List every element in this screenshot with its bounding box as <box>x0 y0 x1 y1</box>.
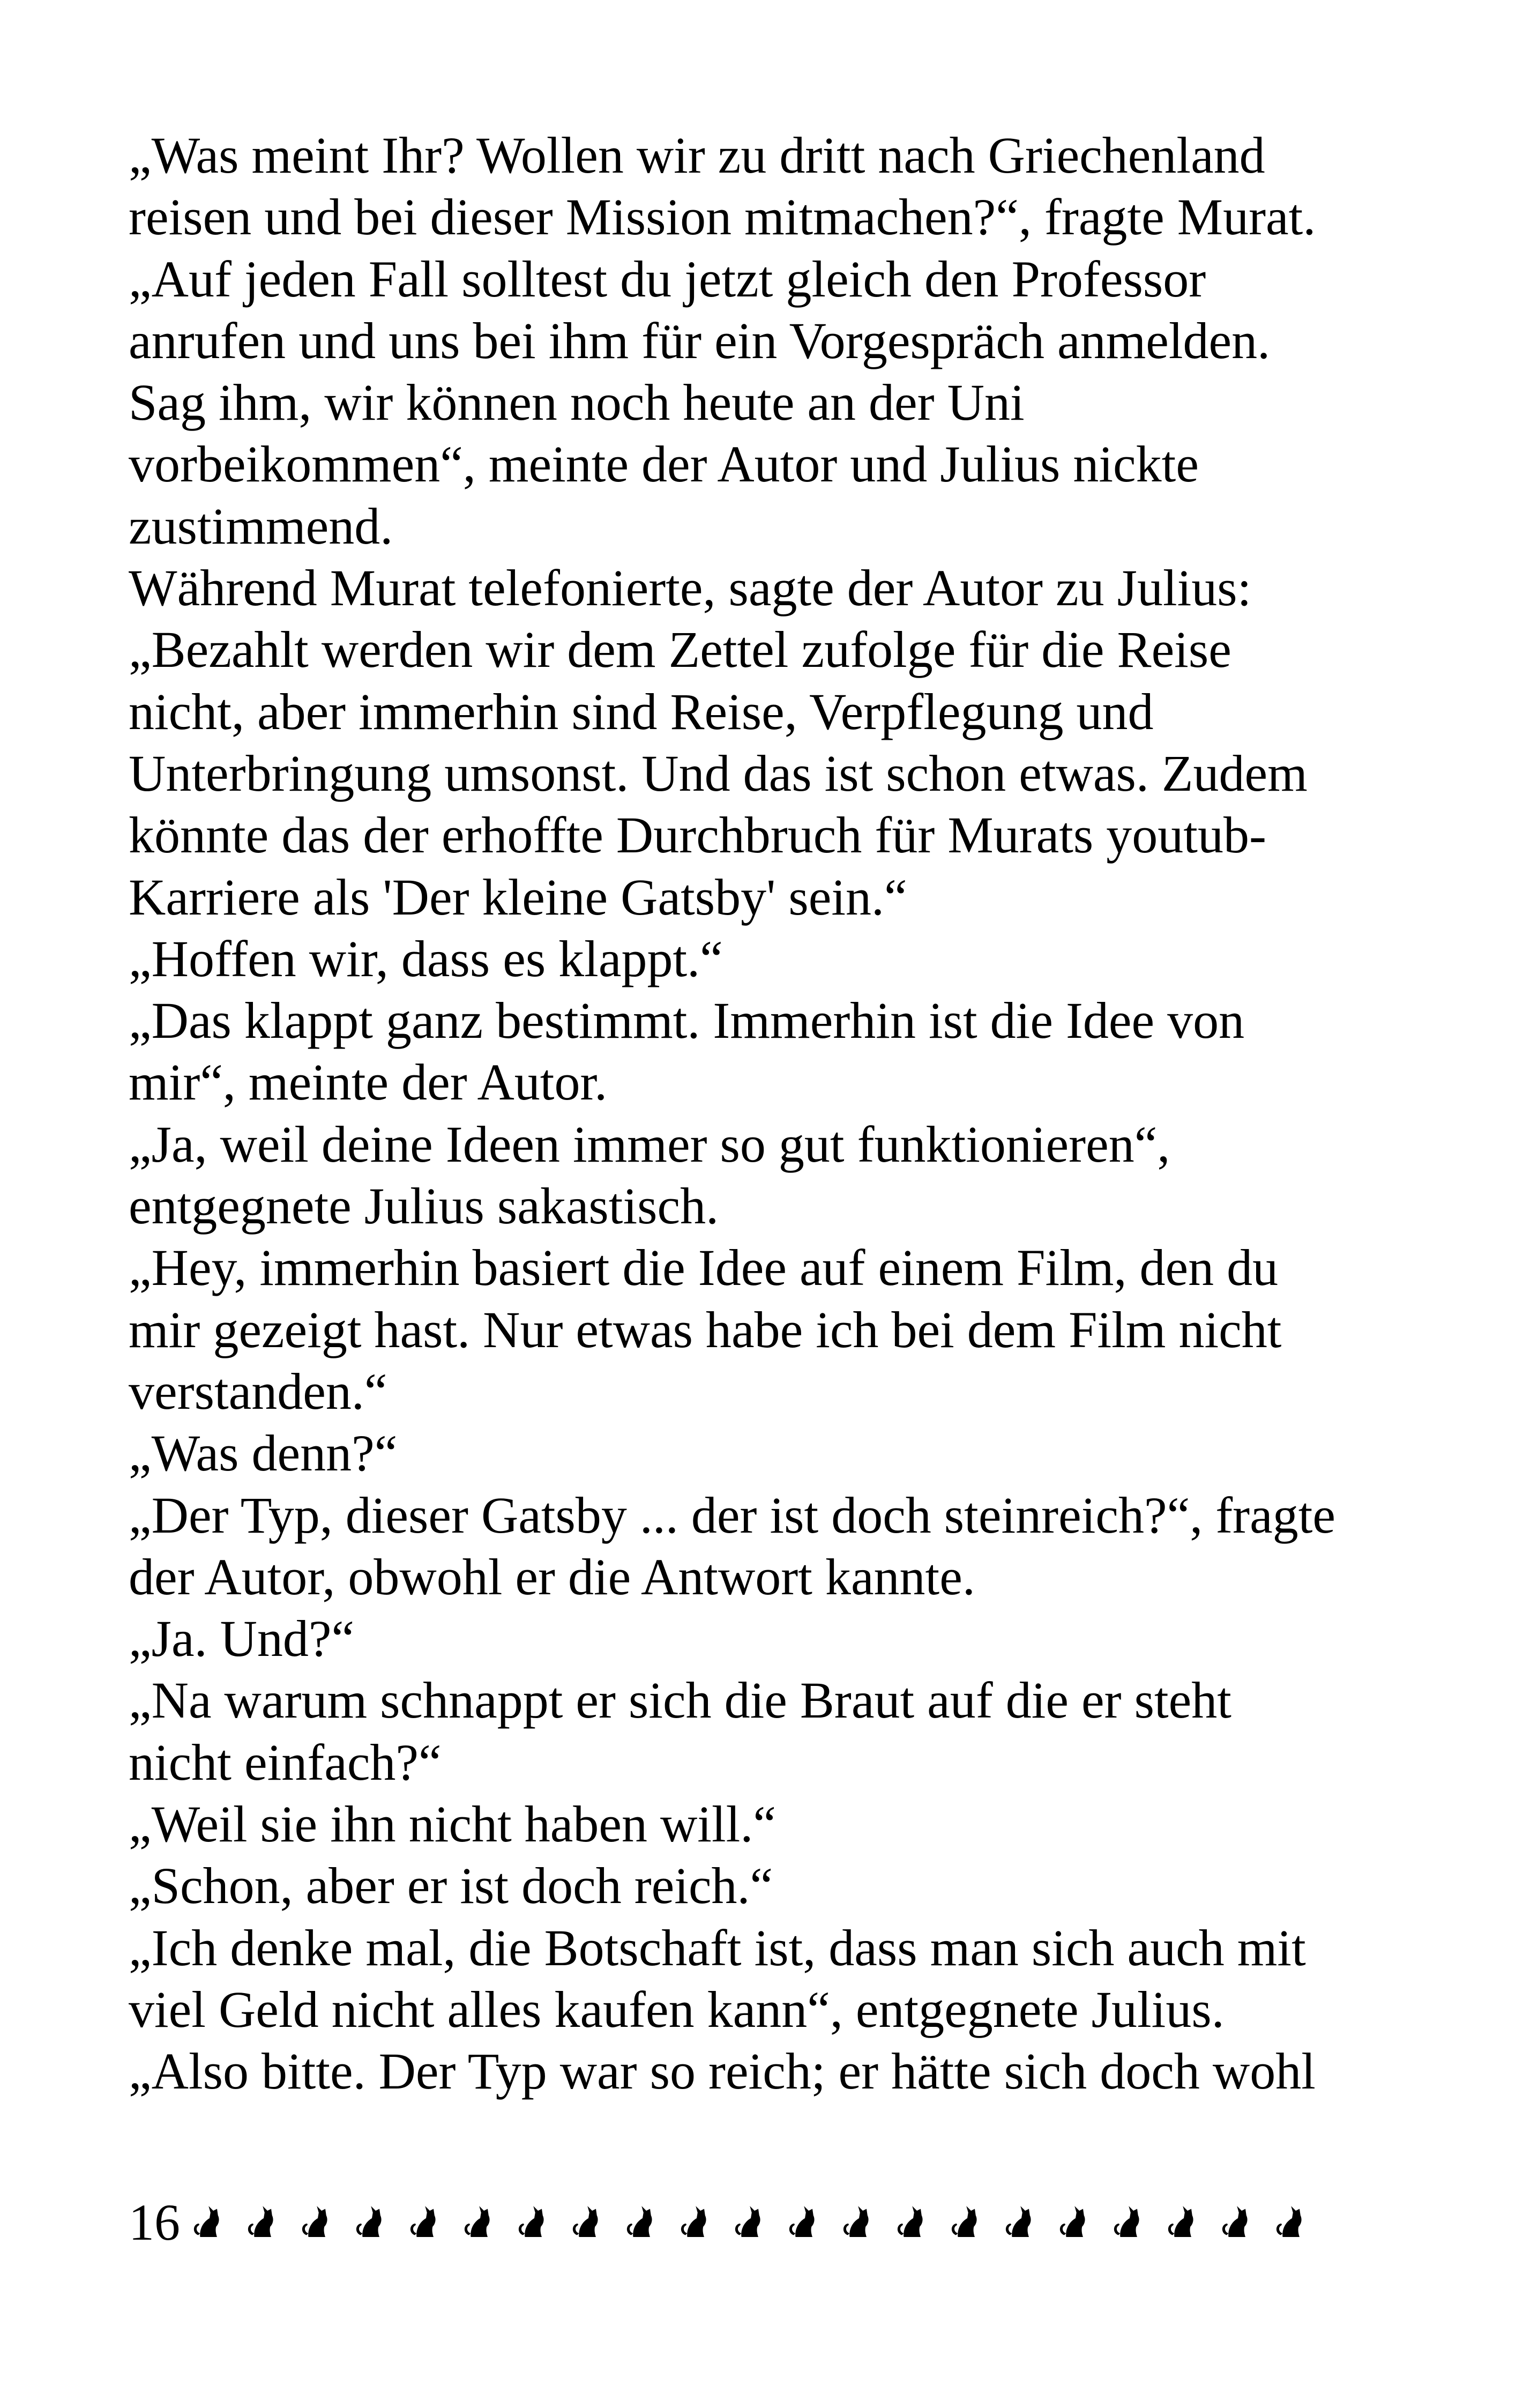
text-line: vorbeikommen“, meinte der Autor und Julius nickte <box>129 435 1199 493</box>
text-line: könnte das der erhoffte Durchbruch für Murats youtub- <box>129 806 1266 864</box>
text-line: „Das klappt ganz bestimmt. Immerhin ist die Idee von <box>129 992 1245 1050</box>
text-line: nicht, aber immerhin sind Reise, Verpflegung und <box>129 682 1154 740</box>
cat-icon <box>407 2203 445 2241</box>
text-line: „Was denn?“ <box>129 1424 398 1482</box>
text-line: reisen und bei dieser Mission mitmachen?“, fragte Murat. <box>129 188 1316 246</box>
cat-icon <box>678 2203 715 2241</box>
text-line: „Der Typ, dieser Gatsby ... der ist doch steinreich?“, fragte <box>129 1486 1336 1544</box>
cat-icon <box>1219 2203 1257 2241</box>
cat-icon <box>732 2203 770 2241</box>
cat-icon <box>786 2203 824 2241</box>
cat-icon <box>461 2203 499 2241</box>
page-number: 16 <box>129 2193 180 2251</box>
text-line: „Auf jeden Fall solltest du jetzt gleich den Professor <box>129 250 1206 308</box>
text-line: „Ich denke mal, die Botschaft ist, dass man sich auch mit <box>129 1919 1306 1976</box>
text-line: „Bezahlt werden wir dem Zettel zufolge für die Reise <box>129 621 1231 679</box>
text-line: „Weil sie ihn nicht haben will.“ <box>129 1795 776 1853</box>
cat-icon <box>191 2203 228 2241</box>
text-line: „Na warum schnappt er sich die Braut auf die er steht <box>129 1671 1231 1729</box>
cat-icon <box>516 2203 553 2241</box>
cat-icon <box>949 2203 986 2241</box>
text-line: Unterbringung umsonst. Und das ist schon etwas. Zudem <box>129 744 1308 802</box>
cat-icon <box>245 2203 282 2241</box>
cat-icon <box>299 2203 337 2241</box>
cat-icon <box>1165 2203 1203 2241</box>
text-line: verstanden.“ <box>129 1362 387 1420</box>
text-line: entgegnete Julius sakastisch. <box>129 1177 719 1235</box>
cat-icon <box>1057 2203 1094 2241</box>
cat-icon <box>353 2203 391 2241</box>
text-line: nicht einfach?“ <box>129 1733 442 1791</box>
text-line: „Hoffen wir, dass es klappt.“ <box>129 930 723 987</box>
text-line: mir gezeigt hast. Nur etwas habe ich bei dem Film nicht <box>129 1300 1282 1358</box>
cat-icon <box>1111 2203 1148 2241</box>
page-footer <box>129 2187 1425 2257</box>
body-text <box>129 124 1415 2102</box>
text-line: Karriere als 'Der kleine Gatsby' sein.“ <box>129 868 907 926</box>
cat-icon <box>1273 2203 1311 2241</box>
text-line: zustimmend. <box>129 497 393 555</box>
cat-icon <box>570 2203 607 2241</box>
text-line: Sag ihm, wir können noch heute an der Uni <box>129 374 1025 432</box>
cat-icon <box>1003 2203 1040 2241</box>
text-line: „Schon, aber er ist doch reich.“ <box>129 1857 773 1915</box>
text-line: „Ja, weil deine Ideen immer so gut funktionieren“, <box>129 1115 1170 1173</box>
text-line: „Also bitte. Der Typ war so reich; er hätte sich doch wohl <box>129 2042 1316 2100</box>
cat-ornament-row <box>191 2203 1311 2241</box>
text-line: Während Murat telefonierte, sagte der Autor zu Julius: <box>129 559 1252 617</box>
cat-icon <box>894 2203 932 2241</box>
cat-icon <box>624 2203 661 2241</box>
text-line: mir“, meinte der Autor. <box>129 1053 608 1111</box>
cat-icon <box>840 2203 878 2241</box>
text-line: „Hey, immerhin basiert die Idee auf einem Film, den du <box>129 1239 1279 1297</box>
text-line: der Autor, obwohl er die Antwort kannte. <box>129 1548 975 1606</box>
text-line: anrufen und uns bei ihm für ein Vorgespräch anmelden. <box>129 311 1271 369</box>
text-line: viel Geld nicht alles kaufen kann“, entgegnete Julius. <box>129 1980 1225 2038</box>
text-line: „Ja. Und?“ <box>129 1610 355 1668</box>
text-line: „Was meint Ihr? Wollen wir zu dritt nach Griechenland <box>129 127 1265 184</box>
